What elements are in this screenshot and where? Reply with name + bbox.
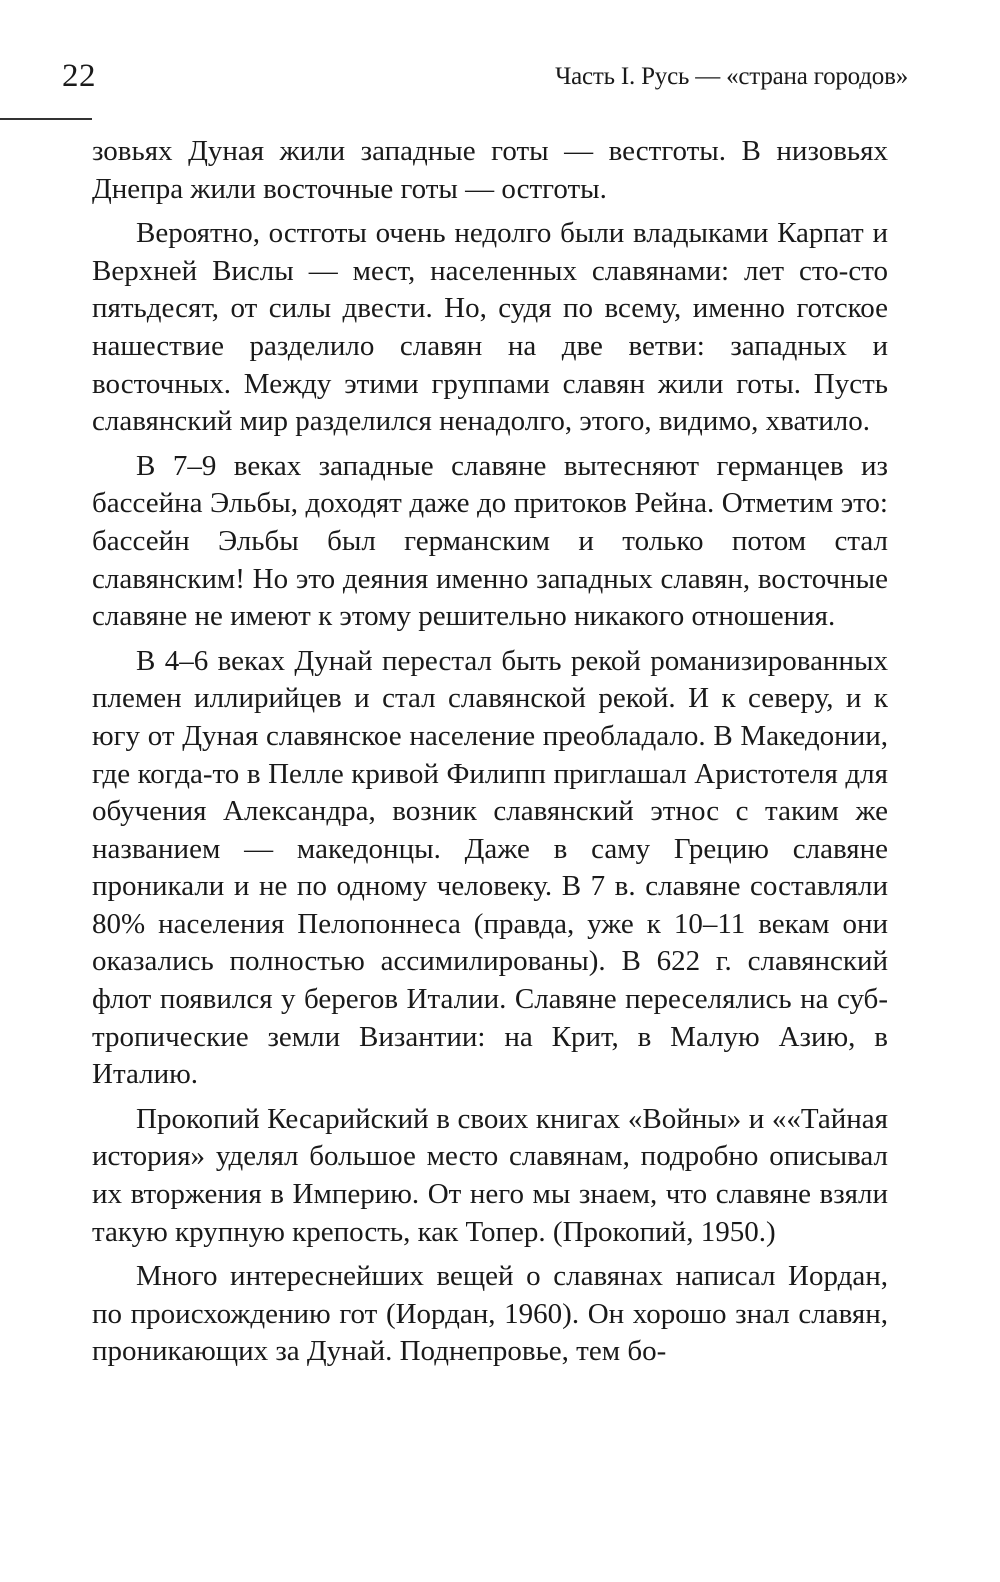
header-rule [0, 118, 92, 120]
paragraph: Вероятно, остготы очень недолго были владыками Карпат и Верхней Вислы — мест, населенных славянами: лет сто-сто пятьдесят, от силы двести. Но, судя по всему, именно готское нашествие разделило славян на две ветви: западных и восточных. Между этими группами славян жили готы. Пусть славянский мир разделился ненадолго, этого, видимо, хватило. [92, 217, 888, 438]
paragraph: В 7–9 веках западные славяне вытесняют германцев из бассейна Эльбы, доходят даже до притоков Рейна. Отметим это: бассейн Эльбы был германским и только потом стал славянским! Но это деяния именно западных славян, восточные славяне не имеют к этому решительно никакого отношения. [92, 449, 888, 633]
paragraph-continuation: зовьях Дуная жили западные готы — вестготы. В низовьях Днепра жили восточные готы — остготы. [92, 135, 888, 205]
paragraph: Много интереснейших вещей о славянах написал Иордан, по происхождению гот (Иордан, 1960). Он хорошо знал славян, проникающих за Дунай. Поднепровье, тем бо- [92, 1260, 888, 1368]
page-number: 22 [62, 58, 96, 94]
body-text [92, 133, 888, 1371]
running-header-title: Часть I. Русь — «страна городов» [555, 63, 908, 90]
paragraph: Прокопий Кесарийский в своих книгах «Войны» и ««Тайная история» уделял большое место славянам, подробно описывал их вторжения в Империю. От него мы знаем, что славяне взяли такую крупную крепость, как Топер. (Прокопий, 1950.) [92, 1102, 888, 1248]
paragraph: В 4–6 веках Дунай перестал быть рекой романизированных племен иллирийцев и стал славянской рекой. И к северу, и к югу от Дуная славянское население преобладало. В Македонии, где когда-то в Пелле кривой Филипп приглашал Аристотеля для обучения Александра, возник славянский этнос с таким же названием — македонцы. Даже в саму Грецию славяне проникали и не по одному человеку. В 7 в. славяне составляли 80% населения Пелопоннеса (правда, уже к 10–11 векам они оказались полностью ассимилированы). В 622 г. славянский флот появился у берегов Италии. Славяне переселялись на субтропические земли Византии: на Крит, в Малую Азию, в Италию. [92, 644, 888, 1091]
